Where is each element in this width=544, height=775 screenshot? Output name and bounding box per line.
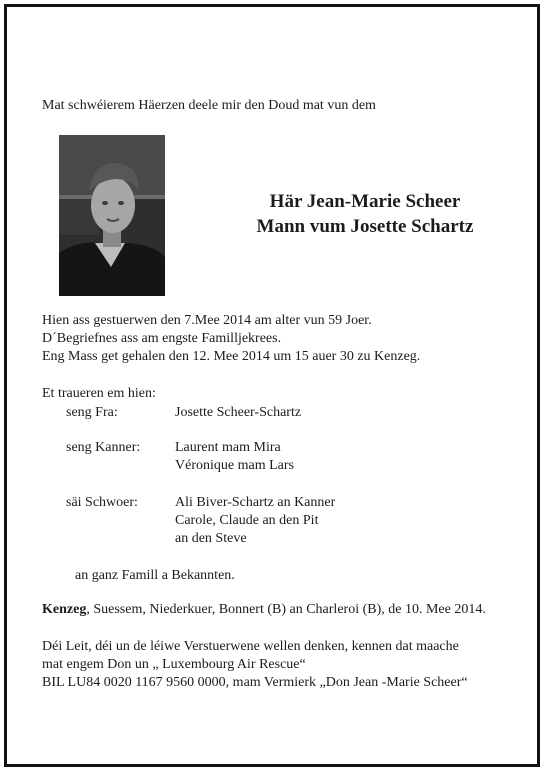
siblings-label: säi Schwoer: bbox=[66, 495, 138, 510]
children-label: seng Kanner: bbox=[66, 440, 141, 455]
deceased-name: Här Jean-Marie Scheer bbox=[269, 191, 461, 212]
sibling-name: Carole, Claude an den Pit bbox=[175, 513, 319, 528]
deceased-relation: Mann vum Josette Schartz bbox=[256, 216, 474, 237]
intro-text: Mat schwéierem Häerzen deele mir den Doud mat vun dem bbox=[42, 98, 376, 113]
donation-bank-line: BIL LU84 0020 1167 9560 0000, mam Vermierk „Don Jean -Marie Scheer“ bbox=[42, 675, 468, 690]
places-line bbox=[42, 601, 486, 619]
sibling-name: an den Steve bbox=[175, 531, 247, 546]
sibling-name: Ali Biver-Schartz an Kanner bbox=[175, 495, 336, 510]
donation-line: mat engem Don un „ Luxembourg Air Rescue“ bbox=[42, 657, 306, 672]
wife-name: Josette Scheer-Schartz bbox=[175, 405, 302, 420]
child-name: Laurent mam Mira bbox=[175, 440, 281, 455]
detail-line-death: Hien ass gestuerwen den 7.Mee 2014 am alter vun 59 Joer. bbox=[42, 313, 372, 328]
mourners-intro: Et traueren em hien: bbox=[42, 386, 156, 401]
child-name: Véronique mam Lars bbox=[175, 458, 294, 473]
portrait-photo bbox=[59, 135, 165, 296]
places-rest: , Suessem, Niederkuer, Bonnert (B) an Charleroi (B), de 10. Mee 2014. bbox=[86, 602, 486, 617]
family-line: an ganz Famill a Bekannten. bbox=[75, 568, 235, 583]
wife-label: seng Fra: bbox=[66, 405, 118, 420]
obituary-page bbox=[4, 4, 540, 767]
places-first: Kenzeg bbox=[42, 602, 87, 617]
detail-line-funeral: D´Begriefnes ass am engste Familljekrees. bbox=[42, 331, 282, 346]
donation-line: Déi Leit, déi un de léiwe Verstuerwene wellen denken, kennen dat maache bbox=[42, 639, 459, 654]
detail-line-mass: Eng Mass get gehalen den 12. Mee 2014 um 15 auer 30 zu Kenzeg. bbox=[42, 349, 421, 364]
